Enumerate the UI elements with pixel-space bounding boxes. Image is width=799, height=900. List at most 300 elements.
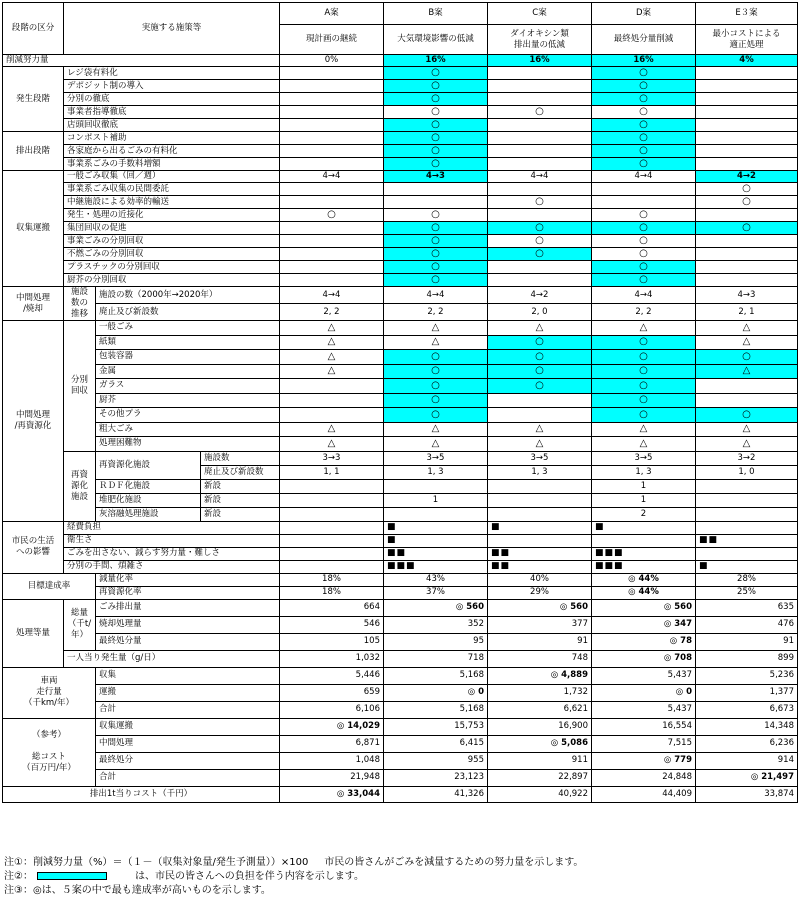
measure-label: 中継施設による効率的輸送 — [64, 196, 280, 209]
note-1-formula: 注①：削減努力量（%）＝（１－（収集対象量/発生予測量））×100 — [4, 857, 309, 868]
measure-label: 収集運搬 — [96, 718, 280, 735]
plan-cell: 43% — [384, 573, 488, 586]
plan-cell — [280, 261, 384, 274]
measure-label: コンポスト補助 — [64, 132, 280, 145]
measure-label: 不燃ごみの分別回収 — [64, 248, 280, 261]
plan-cell: 0% — [280, 55, 384, 67]
plan-cell: ◎ 560 — [488, 599, 592, 616]
plan-cell — [280, 183, 384, 196]
plan-cell — [696, 132, 798, 145]
note-1 — [4, 856, 794, 870]
measure-label: その他プラ — [96, 408, 280, 423]
measure-label: 減量化率 — [96, 573, 280, 586]
measure-label: 廃止及び新設数 — [96, 304, 280, 321]
plan-cell: 23,123 — [384, 769, 488, 786]
plan-cell: 5,446 — [280, 667, 384, 684]
plan-cell — [488, 93, 592, 106]
plan-cell: 635 — [696, 599, 798, 616]
plan-cell — [384, 479, 488, 493]
plan-cell: 40% — [488, 573, 592, 586]
plan-cell — [280, 222, 384, 235]
measure-label: 堆肥化施設 — [96, 493, 201, 507]
plan-cell — [488, 493, 592, 507]
plan-cell: ■ — [696, 560, 798, 573]
highlight-swatch — [37, 872, 107, 880]
target-section: 目標達成率 — [3, 573, 96, 599]
plan-cell: 1 — [384, 493, 488, 507]
plan-cell: ○ — [384, 364, 488, 379]
plan-cell — [488, 479, 592, 493]
plan-cell: △ — [280, 335, 384, 350]
plan-cell — [280, 158, 384, 171]
measure-label: ＲＤＦ化施設 — [96, 479, 201, 493]
plan-cell: 352 — [384, 616, 488, 633]
plan-cell: △ — [592, 437, 696, 452]
plan-cell — [488, 507, 592, 521]
measure-label: ごみ排出量 — [96, 599, 280, 616]
plan-cell — [488, 119, 592, 132]
plan-desc: 最小コストによる 適正処理 — [696, 25, 798, 55]
measure-label: プラスチックの分別回収 — [64, 261, 280, 274]
plan-cell: ◎ 44% — [592, 586, 696, 599]
plan-cell: 16,554 — [592, 718, 696, 735]
plan-cell: 4→4 — [384, 287, 488, 304]
plan-cell: ○ — [488, 222, 592, 235]
plan-cell: 2, 1 — [696, 304, 798, 321]
plan-cell: ○ — [696, 350, 798, 365]
plan-cell: ○ — [384, 408, 488, 423]
separate-collection-sub: 分別 回収 — [64, 321, 96, 452]
plan-cell: 7,515 — [592, 735, 696, 752]
plan-cell: 748 — [488, 650, 592, 667]
plan-cell: ○ — [384, 248, 488, 261]
plan-cell — [488, 145, 592, 158]
plan-cell: 377 — [488, 616, 592, 633]
plan-cell — [280, 119, 384, 132]
plan-cell — [696, 106, 798, 119]
measure-label: 集団回収の促進 — [64, 222, 280, 235]
plan-cell: 546 — [280, 616, 384, 633]
plan-cell — [488, 408, 592, 423]
plan-cell: 14,348 — [696, 718, 798, 735]
plan-cell: ○ — [592, 393, 696, 408]
plan-cell: ○ — [384, 261, 488, 274]
plan-cell: ○ — [592, 132, 696, 145]
plan-cell — [696, 67, 798, 80]
plan-cell: ◎ 779 — [592, 752, 696, 769]
plan-name: B案 — [384, 3, 488, 25]
plan-cell: 1, 1 — [280, 465, 384, 479]
cost-section: （参考） 総コスト （百万円/年） — [3, 718, 96, 786]
recycling-section: 中間処理 /再資源化 — [3, 321, 64, 522]
plan-cell: 1, 0 — [696, 465, 798, 479]
measure-label: 発生・処理の近接化 — [64, 209, 280, 222]
plan-cell: △ — [384, 422, 488, 437]
plan-cell: ○ — [384, 119, 488, 132]
plan-cell: ◎ 4,889 — [488, 667, 592, 684]
facility-count-sub: 施設 数の 推移 — [64, 287, 96, 321]
plan-cell — [280, 274, 384, 287]
measure-label: 店頭回収徹底 — [64, 119, 280, 132]
plan-cell: ○ — [592, 145, 696, 158]
plan-cell: ■ — [488, 521, 592, 534]
measure-label: 一般ごみ — [96, 321, 280, 336]
plan-cell — [488, 209, 592, 222]
stage-header: 段階の区分 — [3, 3, 64, 55]
plan-cell: 476 — [696, 616, 798, 633]
plan-cell: ○ — [384, 158, 488, 171]
plan-cell: 3→5 — [384, 451, 488, 465]
citizen-impact-section: 市民の生活 への影響 — [3, 521, 64, 573]
measure-label: 経費負担 — [64, 521, 280, 534]
plan-cell: ○ — [592, 106, 696, 119]
note-2-text: は、市民の皆さんへの負担を伴う内容を示します。 — [134, 871, 364, 882]
measure-label: 一般ごみ収集（回／週） — [64, 171, 280, 183]
note-1-text: 市民の皆さんがごみを減量するための努力量を示します。 — [324, 857, 584, 868]
notes — [4, 856, 794, 898]
measure-sublabel: 新設 — [201, 479, 280, 493]
plan-cell: ○ — [488, 235, 592, 248]
plan-cell — [488, 80, 592, 93]
measure-sublabel: 新設 — [201, 507, 280, 521]
plan-cell: 3→5 — [592, 451, 696, 465]
measure-label: 合計 — [96, 769, 280, 786]
plan-cell — [696, 93, 798, 106]
plan-cell: 15,753 — [384, 718, 488, 735]
plan-cell: ○ — [280, 209, 384, 222]
plan-desc: ダイオキシン類 排出量の低減 — [488, 25, 592, 55]
plan-cell: ○ — [696, 408, 798, 423]
measure-label: 分別の徹底 — [64, 93, 280, 106]
plan-cell: ○ — [488, 364, 592, 379]
plan-cell: △ — [696, 364, 798, 379]
plan-cell: 1,048 — [280, 752, 384, 769]
plan-cell — [696, 493, 798, 507]
plan-cell: ○ — [384, 350, 488, 365]
plan-cell: 4→2 — [696, 171, 798, 183]
measure-sublabel: 新設 — [201, 493, 280, 507]
measure-label: 一人当り発生量（g/日） — [64, 650, 280, 667]
measure-label: 処理困難物 — [96, 437, 280, 452]
measure-label: 事業系ごみ収集の民間委託 — [64, 183, 280, 196]
plan-cell: 44,409 — [592, 786, 696, 802]
plan-cell — [696, 158, 798, 171]
plan-cell: 2 — [592, 507, 696, 521]
plan-cell — [696, 521, 798, 534]
plan-cell: ○ — [696, 222, 798, 235]
plan-cell: ◎ 560 — [592, 599, 696, 616]
plan-cell: ○ — [384, 145, 488, 158]
measure-label: デポジット制の導入 — [64, 80, 280, 93]
plan-cell: ○ — [384, 93, 488, 106]
plan-cell — [384, 183, 488, 196]
measure-label: 中間処理 — [96, 735, 280, 752]
plan-cell: △ — [280, 364, 384, 379]
plan-cell: 5,437 — [592, 701, 696, 718]
plan-cell: △ — [280, 321, 384, 336]
plan-cell: 1, 3 — [592, 465, 696, 479]
plan-cell — [280, 145, 384, 158]
plan-cell: ◎ 560 — [384, 599, 488, 616]
plan-cell: ○ — [384, 67, 488, 80]
measure-label: 最終処分量 — [96, 633, 280, 650]
plan-cell — [696, 119, 798, 132]
hassei-section: 発生段階 — [3, 67, 64, 132]
measure-label: 事業者指導徹底 — [64, 106, 280, 119]
plan-cell — [280, 393, 384, 408]
plan-cell: 4→4 — [280, 171, 384, 183]
plan-cell — [696, 80, 798, 93]
plan-cell: 16,900 — [488, 718, 592, 735]
plan-cell: 2, 2 — [280, 304, 384, 321]
plan-cell — [280, 507, 384, 521]
plan-cell: 718 — [384, 650, 488, 667]
plan-cell: ○ — [384, 393, 488, 408]
measure-label: 金属 — [96, 364, 280, 379]
measure-label: 再資源化施設 — [96, 451, 201, 479]
plan-cell: ◎ 14,029 — [280, 718, 384, 735]
measure-label: レジ袋有料化 — [64, 67, 280, 80]
plan-cell — [696, 379, 798, 394]
plan-cell: ○ — [696, 196, 798, 209]
plan-cell: 41,326 — [384, 786, 488, 802]
plan-cell: 21,948 — [280, 769, 384, 786]
plan-cell: △ — [488, 422, 592, 437]
plan-cell: ○ — [592, 379, 696, 394]
plan-cell: 6,673 — [696, 701, 798, 718]
measure-label: 紙類 — [96, 335, 280, 350]
plan-cell: 5,437 — [592, 667, 696, 684]
plan-cell: 1,032 — [280, 650, 384, 667]
plan-cell — [488, 183, 592, 196]
plan-cell: ◎ 44% — [592, 573, 696, 586]
plan-cell: ◎ 78 — [592, 633, 696, 650]
effort-label: 削減努力量 — [3, 55, 280, 67]
plan-cell: 25% — [696, 586, 798, 599]
plan-cell: 18% — [280, 586, 384, 599]
plan-cell: △ — [280, 437, 384, 452]
plan-cell: 1,732 — [488, 684, 592, 701]
note-2-label: 注②： — [4, 871, 33, 882]
plan-cell: 3→3 — [280, 451, 384, 465]
plan-cell: 5,236 — [696, 667, 798, 684]
plan-cell: △ — [280, 422, 384, 437]
plan-cell: 95 — [384, 633, 488, 650]
plan-cell: ◎ 5,086 — [488, 735, 592, 752]
plan-cell: ○ — [696, 183, 798, 196]
note-2 — [4, 870, 794, 884]
plan-desc: 大気環境影響の低減 — [384, 25, 488, 55]
plan-cell — [280, 534, 384, 547]
measure-label: 厨芥の分別回収 — [64, 274, 280, 287]
plan-cell — [592, 183, 696, 196]
plan-cell: ■ — [592, 521, 696, 534]
plan-name: D案 — [592, 3, 696, 25]
plan-cell: ○ — [592, 248, 696, 261]
plan-cell: ○ — [592, 235, 696, 248]
plan-cell — [696, 145, 798, 158]
plan-cell: ○ — [592, 209, 696, 222]
plan-cell: ■■■ — [592, 547, 696, 560]
plan-cell — [696, 274, 798, 287]
processing-section: 処理等量 — [3, 599, 64, 667]
plan-cell: ○ — [384, 274, 488, 287]
plan-cell: 4→3 — [696, 287, 798, 304]
plan-cell: 4→3 — [384, 171, 488, 183]
plan-cell — [696, 547, 798, 560]
plan-cell: ■ — [384, 534, 488, 547]
plan-cell — [280, 93, 384, 106]
plan-cell: △ — [592, 422, 696, 437]
plan-cell: 2, 2 — [384, 304, 488, 321]
plan-cell: 911 — [488, 752, 592, 769]
plan-cell: 4→4 — [488, 171, 592, 183]
plan-cell: 6,106 — [280, 701, 384, 718]
plan-cell: ■■ — [488, 560, 592, 573]
plan-cell: △ — [384, 335, 488, 350]
plan-cell: ◎ 33,044 — [280, 786, 384, 802]
measure-label: 事業系ごみの手数料増額 — [64, 158, 280, 171]
shushu-section: 収集運搬 — [3, 171, 64, 287]
plan-cell: ○ — [592, 67, 696, 80]
plan-cell: 24,848 — [592, 769, 696, 786]
plan-cell: ○ — [384, 379, 488, 394]
plan-cell — [280, 521, 384, 534]
plan-cell: 3→2 — [696, 451, 798, 465]
plan-cell: 6,871 — [280, 735, 384, 752]
plan-cell: ◎ 708 — [592, 650, 696, 667]
measure-label: 事業ごみの分別回収 — [64, 235, 280, 248]
plan-cell: 4→4 — [592, 171, 696, 183]
plan-cell: △ — [696, 422, 798, 437]
plan-cell: △ — [280, 350, 384, 365]
plan-cell — [488, 274, 592, 287]
plan-cell — [280, 235, 384, 248]
measure-header: 実施する施策等 — [64, 3, 280, 55]
plan-cell: ○ — [592, 274, 696, 287]
plan-cell: ○ — [488, 106, 592, 119]
plan-desc: 現計画の継続 — [280, 25, 384, 55]
plan-cell: 6,236 — [696, 735, 798, 752]
plan-cell: 91 — [488, 633, 592, 650]
plan-cell: ○ — [592, 408, 696, 423]
plan-cell: ■■ — [488, 547, 592, 560]
plan-cell: 22,897 — [488, 769, 592, 786]
measure-label: 最終処分 — [96, 752, 280, 769]
total-sub: 総量 （千t/ 年） — [64, 599, 96, 650]
plan-cell: ○ — [592, 350, 696, 365]
measure-label: 各家庭から出るごみの有料化 — [64, 145, 280, 158]
plan-cell — [280, 196, 384, 209]
plan-cell: ○ — [488, 335, 592, 350]
plan-cell: ○ — [592, 222, 696, 235]
plan-desc: 最終処分量削減 — [592, 25, 696, 55]
plan-cell — [384, 507, 488, 521]
plan-cell — [280, 493, 384, 507]
measure-label: 施設の数（2000年→2020年） — [96, 287, 280, 304]
plan-cell — [696, 507, 798, 521]
plan-cell — [280, 80, 384, 93]
measure-sublabel: 廃止及び新設数 — [201, 465, 280, 479]
plan-cell — [280, 67, 384, 80]
plan-cell: ○ — [592, 364, 696, 379]
plan-cell — [696, 209, 798, 222]
plan-cell: 1 — [592, 493, 696, 507]
measure-label: 包装容器 — [96, 350, 280, 365]
plan-cell — [696, 261, 798, 274]
plan-cell: △ — [696, 321, 798, 336]
plan-cell: 6,415 — [384, 735, 488, 752]
plan-cell — [488, 393, 592, 408]
measure-label: 粗大ごみ — [96, 422, 280, 437]
plan-cell: 4% — [696, 55, 798, 67]
plan-cell: ■■ — [384, 547, 488, 560]
measure-label: 再資源化率 — [96, 586, 280, 599]
plan-cell: 6,621 — [488, 701, 592, 718]
plan-cell: 2, 2 — [592, 304, 696, 321]
comparison-table — [2, 2, 797, 852]
plan-cell: 899 — [696, 650, 798, 667]
plan-cell: 28% — [696, 573, 798, 586]
plan-cell: ○ — [488, 248, 592, 261]
plan-cell: ○ — [384, 132, 488, 145]
plan-cell: ○ — [592, 261, 696, 274]
plan-cell: △ — [488, 321, 592, 336]
plan-cell: △ — [488, 437, 592, 452]
plan-cell — [280, 547, 384, 560]
plan-cell: 1, 3 — [488, 465, 592, 479]
plan-cell: ○ — [592, 80, 696, 93]
plan-cell: ○ — [592, 119, 696, 132]
plan-cell: 664 — [280, 599, 384, 616]
plan-cell — [280, 132, 384, 145]
measure-label: 合計 — [96, 701, 280, 718]
plan-cell: ○ — [384, 222, 488, 235]
measure-label: 収集 — [96, 667, 280, 684]
plan-cell: ○ — [488, 379, 592, 394]
plan-cell: 659 — [280, 684, 384, 701]
vehicle-section: 車両 走行量 （千km/年） — [3, 667, 96, 718]
measure-label: ガラス — [96, 379, 280, 394]
plan-cell: 4→4 — [592, 287, 696, 304]
plan-cell — [280, 106, 384, 119]
plan-cell: ■■■ — [384, 560, 488, 573]
plan-cell: △ — [696, 335, 798, 350]
plan-name: C案 — [488, 3, 592, 25]
cost-per-ton-label: 排出1t当りコスト（千円） — [3, 786, 280, 802]
plan-cell — [488, 158, 592, 171]
plan-cell: 18% — [280, 573, 384, 586]
plan-cell: ○ — [592, 335, 696, 350]
plan-cell: △ — [592, 321, 696, 336]
plan-cell: 4→4 — [280, 287, 384, 304]
plan-name: A案 — [280, 3, 384, 25]
plan-cell — [280, 248, 384, 261]
plan-cell: ○ — [488, 350, 592, 365]
plan-cell: ○ — [384, 80, 488, 93]
plan-cell: ◎ 347 — [592, 616, 696, 633]
plan-cell — [384, 196, 488, 209]
plan-cell: 1, 3 — [384, 465, 488, 479]
plan-cell: ○ — [384, 106, 488, 119]
plan-cell: 955 — [384, 752, 488, 769]
plan-cell: 2, 0 — [488, 304, 592, 321]
plan-cell: 3→5 — [488, 451, 592, 465]
plan-cell: △ — [384, 437, 488, 452]
plan-cell: 1,377 — [696, 684, 798, 701]
plan-cell: 914 — [696, 752, 798, 769]
plan-cell — [280, 408, 384, 423]
